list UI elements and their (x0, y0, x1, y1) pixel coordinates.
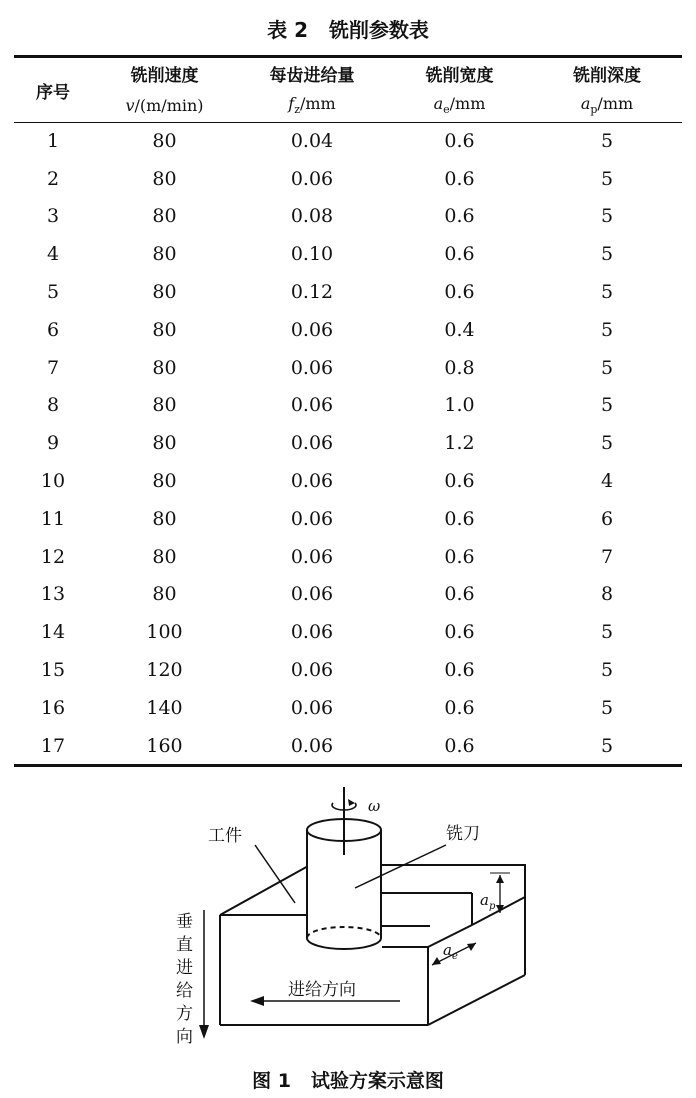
cell-depth: 6 (600, 507, 614, 530)
cell-feed: 0.06 (290, 545, 334, 568)
cell-index: 9 (46, 432, 60, 455)
cell-feed: 0.06 (290, 659, 334, 682)
table-row (14, 538, 682, 576)
cell-feed: 0.04 (290, 129, 334, 152)
figure-caption-text: 试验方案示意图 (310, 1070, 444, 1092)
table-row (14, 576, 682, 614)
cell-width: 0.6 (444, 621, 475, 644)
cell-width: 0.4 (444, 318, 475, 341)
table-row (14, 235, 682, 273)
cell-index: 11 (40, 507, 66, 530)
workpiece-bottom-right-edge (428, 975, 525, 1025)
cell-index: 8 (46, 394, 60, 417)
unit-row (14, 89, 682, 122)
cell-width: 0.6 (444, 167, 475, 190)
cell-feed: 0.08 (290, 205, 334, 228)
cell-speed: 120 (146, 659, 183, 682)
cell-feed: 0.06 (290, 734, 334, 757)
cell-index: 6 (46, 318, 60, 341)
header-depth: 铣削深度 (573, 66, 641, 86)
cell-speed: 80 (152, 129, 177, 152)
table-row (14, 311, 682, 349)
cell-index: 2 (46, 167, 60, 190)
cell-feed: 0.10 (290, 243, 334, 266)
svg-text:直: 直 (176, 935, 193, 955)
cell-width: 0.6 (444, 205, 475, 228)
cell-speed: 160 (146, 734, 183, 757)
cell-depth: 5 (600, 356, 614, 379)
cell-speed: 80 (152, 356, 177, 379)
cell-depth: 5 (600, 205, 614, 228)
table-row (14, 198, 682, 236)
cell-depth: 5 (600, 432, 614, 455)
cell-depth: 5 (600, 318, 614, 341)
cell-width: 0.6 (444, 129, 475, 152)
cell-index: 7 (46, 356, 60, 379)
feed-direction-label: 进给方向 (288, 980, 356, 1000)
cell-feed: 0.06 (290, 470, 334, 493)
cell-feed: 0.06 (290, 507, 334, 530)
cell-depth: 5 (600, 734, 614, 757)
cell-index: 12 (40, 545, 66, 568)
cell-depth: 5 (600, 281, 614, 304)
cell-width: 0.6 (444, 659, 475, 682)
header-row (14, 58, 682, 89)
cell-speed: 80 (152, 507, 177, 530)
cell-width: 0.6 (444, 243, 475, 266)
header-width: 铣削宽度 (425, 66, 494, 86)
unit-depth: $a_p/mm$ (580, 94, 634, 117)
table-row (14, 500, 682, 538)
vertical-feed-label (176, 912, 193, 1047)
header-speed: 铣削速度 (130, 66, 199, 86)
cell-feed: 0.06 (290, 696, 334, 719)
cell-index: 16 (40, 696, 66, 719)
cell-index: 3 (46, 205, 60, 228)
unit-feed: $f_z/mm$ (288, 94, 336, 117)
workpiece-label: 工件 (208, 826, 242, 846)
cell-depth: 5 (600, 621, 614, 644)
cell-width: 0.8 (444, 356, 475, 379)
cutter-label: 铣刀 (446, 824, 480, 844)
cell-index: 1 (46, 129, 60, 152)
cell-feed: 0.06 (290, 356, 334, 379)
cell-width: 0.6 (444, 583, 475, 606)
cell-depth: 5 (600, 696, 614, 719)
table-row (14, 651, 682, 689)
unit-width: $a_e/mm$ (433, 94, 486, 117)
cell-index: 14 (40, 621, 66, 644)
cell-speed: 80 (152, 281, 177, 304)
cell-feed: 0.06 (290, 583, 334, 606)
header-index: 序号 (36, 82, 70, 103)
table-caption-number: 表 2 (267, 18, 308, 42)
cell-width: 0.6 (444, 734, 475, 757)
cell-speed: 80 (152, 167, 177, 190)
table-caption-text: 铣削参数表 (328, 18, 429, 42)
figure-caption (0, 1066, 696, 1093)
experiment-schematic (150, 785, 550, 1055)
cell-depth: 5 (600, 167, 614, 190)
figure-caption-number: 图 1 (252, 1070, 291, 1092)
cell-width: 1.0 (444, 394, 475, 417)
table-row (14, 122, 682, 160)
table-row (14, 689, 682, 727)
cell-width: 0.6 (444, 696, 475, 719)
table-row (14, 160, 682, 198)
cell-depth: 7 (600, 545, 614, 568)
cell-depth: 5 (600, 659, 614, 682)
table-row (14, 349, 682, 387)
cell-speed: 80 (152, 432, 177, 455)
table-row (14, 273, 682, 311)
cell-width: 0.6 (444, 470, 475, 493)
cell-feed: 0.06 (290, 621, 334, 644)
cell-depth: 8 (600, 583, 614, 606)
cell-speed: 80 (152, 205, 177, 228)
cell-speed: 80 (152, 394, 177, 417)
cell-index: 17 (40, 734, 66, 757)
table-row (14, 424, 682, 462)
cell-speed: 140 (146, 696, 183, 719)
cutter-bottom-front (307, 938, 381, 949)
header-feed: 每齿进给量 (269, 66, 355, 86)
cell-depth: 5 (600, 394, 614, 417)
omega-symbol: ω (368, 797, 381, 815)
cell-width: 0.6 (444, 281, 475, 304)
vertical-feed-arrow-icon (199, 1025, 209, 1039)
ae-symbol: $a_e$ (443, 941, 458, 962)
cell-feed: 0.06 (290, 167, 334, 190)
ap-symbol: $a_p$ (480, 891, 496, 912)
milling-parameters-table (14, 58, 682, 765)
svg-text:方: 方 (176, 1004, 193, 1024)
table-row (14, 387, 682, 425)
cell-width: 0.6 (444, 507, 475, 530)
cell-index: 10 (40, 470, 66, 493)
cell-width: 1.2 (444, 432, 475, 455)
cell-width: 0.6 (444, 545, 475, 568)
svg-text:垂: 垂 (176, 912, 193, 932)
cell-depth: 4 (600, 470, 614, 493)
cell-index: 4 (46, 243, 60, 266)
unit-speed: v/(m/min) (125, 96, 204, 115)
cell-feed: 0.06 (290, 432, 334, 455)
cell-depth: 5 (600, 129, 614, 152)
table-body (14, 122, 682, 765)
cell-index: 5 (46, 281, 60, 304)
table-row (14, 727, 682, 765)
cell-speed: 80 (152, 243, 177, 266)
table-caption (0, 14, 696, 43)
cell-speed: 100 (146, 621, 183, 644)
cell-index: 15 (40, 659, 66, 682)
cell-feed: 0.06 (290, 318, 334, 341)
svg-text:向: 向 (176, 1027, 193, 1047)
cell-speed: 80 (152, 318, 177, 341)
table-row (14, 462, 682, 500)
cell-index: 13 (40, 583, 66, 606)
cell-depth: 5 (600, 243, 614, 266)
cell-speed: 80 (152, 470, 177, 493)
table-row (14, 613, 682, 651)
svg-text:给: 给 (176, 981, 193, 1001)
cell-feed: 0.12 (290, 281, 334, 304)
feed-direction-arrow-icon (250, 996, 264, 1006)
cell-speed: 80 (152, 583, 177, 606)
svg-text:进: 进 (176, 958, 193, 978)
cell-feed: 0.06 (290, 394, 334, 417)
cell-speed: 80 (152, 545, 177, 568)
